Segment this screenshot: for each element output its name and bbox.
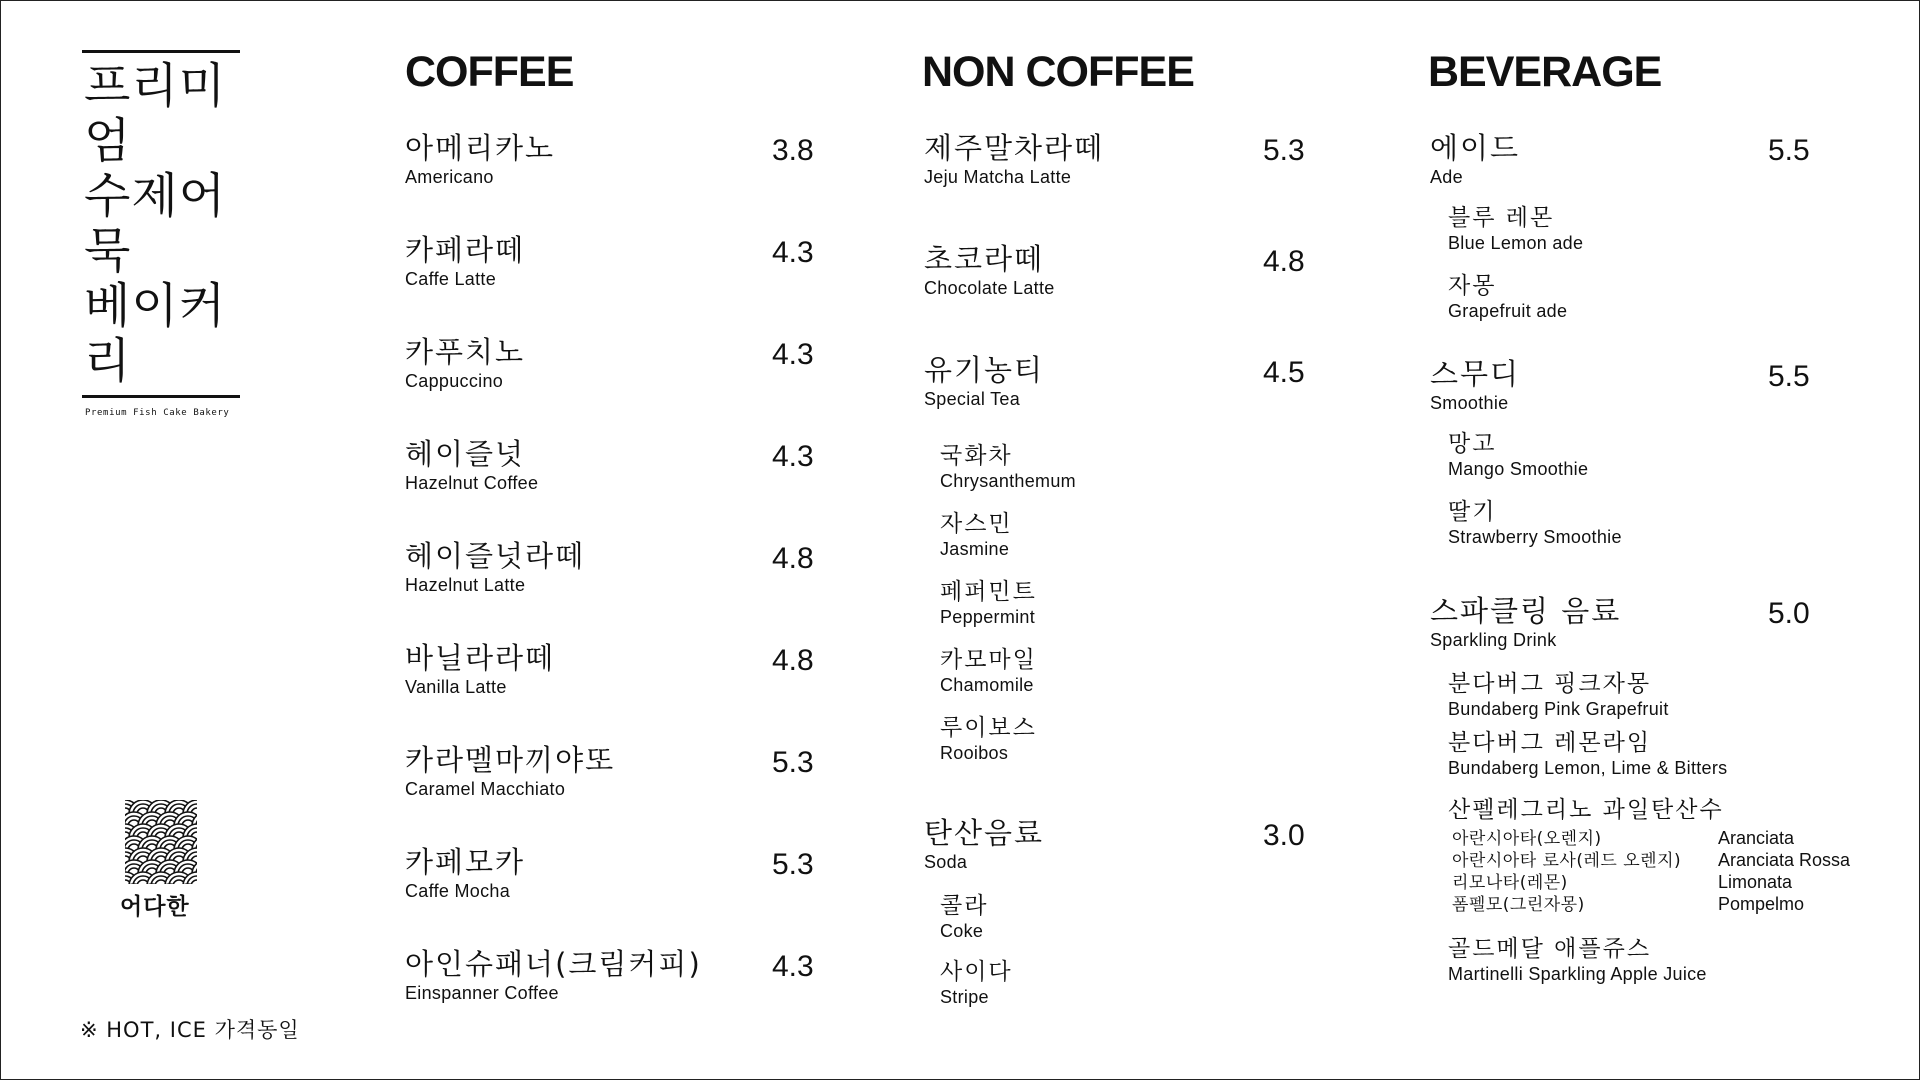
item-name-ko: 탄산음료 <box>924 816 1045 850</box>
item-price: 5.3 <box>1263 134 1305 167</box>
option-name-ko: 망고 <box>1448 431 1497 457</box>
sparkling-option <box>1448 729 1727 779</box>
item-name-ko: 유기농티 <box>924 353 1045 387</box>
item-name-ko: 헤이즐넛라떼 <box>405 539 586 573</box>
brand-title <box>82 53 240 395</box>
option-name-ko: 사이다 <box>940 959 1013 985</box>
brand-block <box>82 50 240 418</box>
menu-item-chocolate-latte <box>924 242 1055 299</box>
item-price: 4.8 <box>772 542 814 575</box>
option-name-ko: 자몽 <box>1448 273 1497 299</box>
item-name-en: Smoothie <box>1430 393 1509 413</box>
item-name-ko: 바닐라라떼 <box>405 641 556 675</box>
item-name-ko: 헤이즐넛 <box>405 437 526 471</box>
item-name-en: Hazelnut Coffee <box>405 473 539 493</box>
tea-option <box>940 646 1037 696</box>
menu-item-sparkling-drink <box>1430 594 1621 651</box>
option-name-ko: 딸기 <box>1448 499 1497 525</box>
tea-option <box>940 510 1013 560</box>
item-name-ko: 카푸치노 <box>405 335 526 369</box>
item-name-ko: 카라멜마끼야또 <box>405 743 616 777</box>
item-price: 5.5 <box>1768 360 1810 393</box>
option-name-en: Grapefruit ade <box>1448 301 1568 321</box>
item-price: 4.8 <box>1263 245 1305 278</box>
menu-item-hazelnut-latte <box>405 539 585 596</box>
item-price: 4.3 <box>772 338 814 371</box>
item-name-en: Soda <box>924 852 968 872</box>
item-name-ko: 에이드 <box>1430 131 1521 165</box>
item-name-ko: 스파클링 음료 <box>1430 594 1622 628</box>
menu-item-americano <box>405 131 555 188</box>
flavor-name-en: Pompelmo <box>1718 894 1805 914</box>
option-name-en: Peppermint <box>940 607 1036 627</box>
brand-title-line: 수제어묵 <box>84 168 227 279</box>
tea-option <box>940 578 1037 628</box>
menu-item-caramel-macchiato <box>405 743 615 800</box>
option-name-ko: 국화차 <box>940 443 1013 469</box>
sparkling-option <box>1448 670 1669 720</box>
item-name-ko: 아인슈패너(크림커피) <box>405 947 702 981</box>
flavor-name-en: Aranciata <box>1718 828 1795 848</box>
option-name-en: Jasmine <box>940 539 1010 559</box>
tea-option <box>940 442 1076 492</box>
item-price: 5.3 <box>772 746 814 779</box>
item-name-en: Jeju Matcha Latte <box>924 167 1072 187</box>
item-name-en: Einspanner Coffee <box>405 983 559 1003</box>
option-name-ko: 산펠레그리노 과일탄산수 <box>1448 797 1724 823</box>
option-name-en: Chamomile <box>940 675 1034 695</box>
soda-option <box>940 958 1013 1008</box>
option-name-ko: 골드메달 애플쥬스 <box>1448 936 1652 962</box>
price-note: ※ HOT, ICE 가격동일 <box>80 1018 300 1042</box>
item-price: 5.0 <box>1768 597 1810 630</box>
item-name-ko: 아메리카노 <box>405 131 556 165</box>
item-price: 4.3 <box>772 440 814 473</box>
option-name-ko: 루이보스 <box>940 715 1037 741</box>
menu-item-ade <box>1430 131 1520 188</box>
smoothie-option <box>1448 498 1622 548</box>
item-price: 4.5 <box>1263 356 1305 389</box>
menu-item-jeju-matcha-latte <box>924 131 1104 188</box>
option-name-en: Strawberry Smoothie <box>1448 527 1622 547</box>
ade-option <box>1448 204 1583 254</box>
item-name-ko: 제주말차라떼 <box>924 131 1105 165</box>
soda-option <box>940 892 988 942</box>
flavor-name-en: Limonata <box>1718 872 1793 892</box>
wave-pattern-logo-icon <box>124 800 198 884</box>
sparkling-option <box>1448 796 1724 824</box>
option-name-ko: 콜라 <box>940 893 989 919</box>
menu-item-hazelnut-coffee <box>405 437 538 494</box>
flavor-name-ko: 폼펠모(그린자몽) <box>1452 895 1585 915</box>
item-name-en: Caffe Mocha <box>405 881 511 901</box>
item-name-en: Special Tea <box>924 389 1021 409</box>
option-name-en: Stripe <box>940 987 989 1007</box>
item-name-en: Chocolate Latte <box>924 278 1055 298</box>
brand-bottom-rule <box>82 395 240 398</box>
option-name-ko: 분다버그 레몬라임 <box>1448 730 1652 756</box>
item-price: 4.8 <box>772 644 814 677</box>
option-name-ko: 카모마일 <box>940 647 1037 673</box>
menu-item-einspanner <box>405 947 702 1004</box>
option-name-ko: 페퍼민트 <box>940 579 1037 605</box>
menu-item-cappuccino <box>405 335 525 392</box>
option-name-ko: 분다버그 핑크자몽 <box>1448 671 1652 697</box>
sanpellegrino-flavor-row <box>1452 893 1804 916</box>
option-name-en: Martinelli Sparkling Apple Juice <box>1448 964 1707 984</box>
option-name-en: Chrysanthemum <box>940 471 1076 491</box>
item-name-en: Sparkling Drink <box>1430 630 1557 650</box>
item-name-en: Ade <box>1430 167 1463 187</box>
sanpellegrino-flavor-row <box>1452 871 1792 894</box>
logo-text: 어다한 <box>120 894 190 920</box>
option-name-ko: 자스민 <box>940 511 1013 537</box>
sanpellegrino-flavor-row <box>1452 849 1850 872</box>
item-name-ko: 카페라떼 <box>405 233 526 267</box>
menu-item-caffe-latte <box>405 233 525 290</box>
option-name-en: Rooibos <box>940 743 1009 763</box>
menu-item-vanilla-latte <box>405 641 555 698</box>
item-name-en: Vanilla Latte <box>405 677 507 697</box>
brand-title-line: 프리미엄 <box>84 58 227 169</box>
menu-item-special-tea <box>924 353 1044 410</box>
brand-subtitle: Premium Fish Cake Bakery <box>85 408 230 418</box>
tea-option <box>940 714 1037 764</box>
option-name-en: Mango Smoothie <box>1448 459 1589 479</box>
item-name-en: Hazelnut Latte <box>405 575 526 595</box>
option-name-en: Blue Lemon ade <box>1448 233 1584 253</box>
non-coffee-heading: NON COFFEE <box>922 48 1194 96</box>
menu-item-caffe-mocha <box>405 845 525 902</box>
item-name-ko: 초코라떼 <box>924 242 1045 276</box>
beverage-heading: BEVERAGE <box>1428 48 1662 96</box>
sanpellegrino-flavor-row <box>1452 827 1794 850</box>
item-price: 3.8 <box>772 134 814 167</box>
flavor-name-ko: 아란시아타(오렌지) <box>1452 829 1602 849</box>
option-name-en: Bundaberg Pink Grapefruit <box>1448 699 1669 719</box>
flavor-name-ko: 아란시아타 로사(레드 오렌지) <box>1452 851 1682 871</box>
item-name-ko: 카페모카 <box>405 845 526 879</box>
item-name-en: Caramel Macchiato <box>405 779 566 799</box>
smoothie-option <box>1448 430 1588 480</box>
item-price: 4.3 <box>772 950 814 983</box>
item-name-ko: 스무디 <box>1430 357 1521 391</box>
flavor-name-en: Aranciata Rossa <box>1718 850 1851 870</box>
option-name-en: Coke <box>940 921 984 941</box>
brand-title-line: 베이커리 <box>84 278 227 389</box>
item-name-en: Americano <box>405 167 494 187</box>
ade-option <box>1448 272 1567 322</box>
flavor-name-ko: 리모나타(레몬) <box>1452 873 1568 893</box>
menu-item-soda <box>924 816 1044 873</box>
coffee-heading: COFFEE <box>405 48 574 96</box>
item-price: 3.0 <box>1263 819 1305 852</box>
item-price: 5.3 <box>772 848 814 881</box>
item-name-en: Caffe Latte <box>405 269 497 289</box>
option-name-en: Bundaberg Lemon, Lime & Bitters <box>1448 758 1728 778</box>
item-price: 4.3 <box>772 236 814 269</box>
item-price: 5.5 <box>1768 134 1810 167</box>
option-name-ko: 블루 레몬 <box>1448 205 1555 231</box>
menu-item-smoothie <box>1430 357 1520 414</box>
sparkling-option <box>1448 935 1707 985</box>
item-name-en: Cappuccino <box>405 371 504 391</box>
